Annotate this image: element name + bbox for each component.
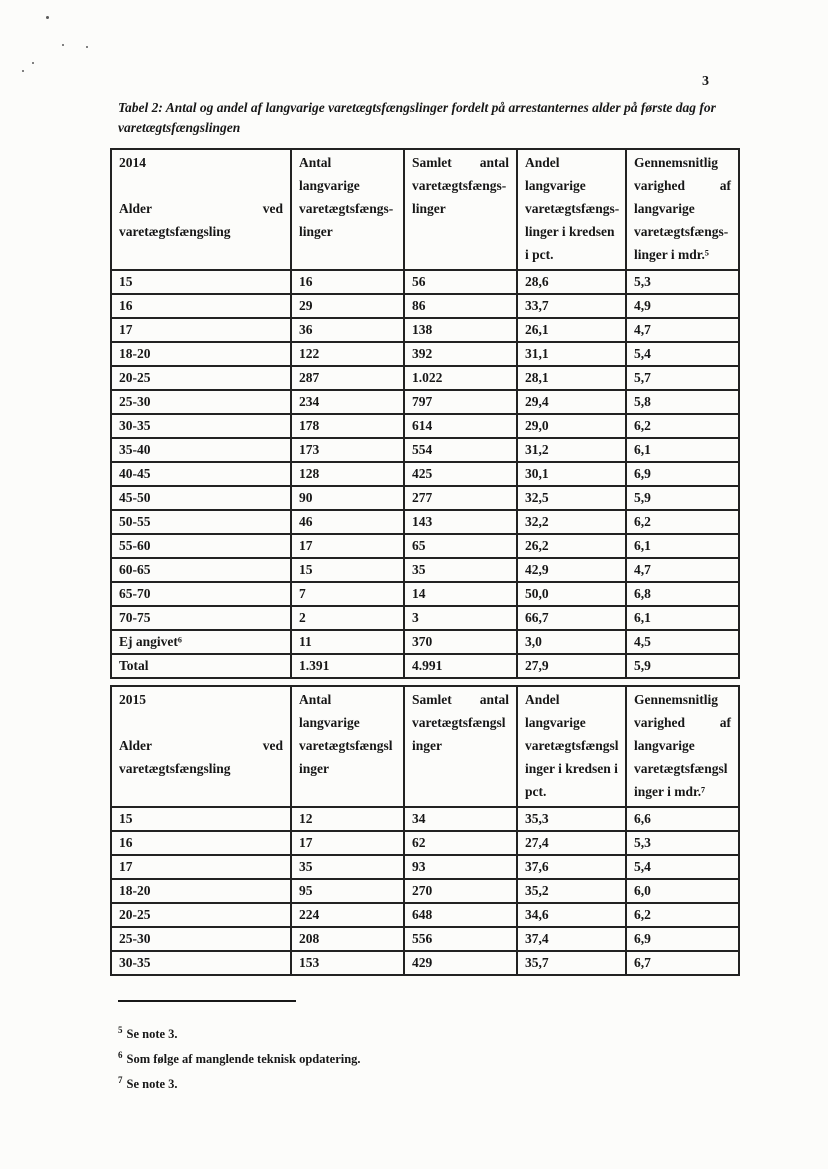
footnote-marker: 7 [118, 1075, 123, 1085]
header-line: inger i kredsen i [525, 761, 618, 776]
value-cell: 6,2 [626, 903, 739, 927]
row-label-cell: 50-55 [111, 510, 291, 534]
header-line: varetægtsfængs- [412, 178, 507, 193]
header-text: Alder [119, 738, 152, 753]
detention-table-2015 [110, 685, 740, 976]
footnote-line [118, 1018, 361, 1043]
col-header-samlet-antal [404, 149, 517, 270]
value-cell: 90 [291, 486, 404, 510]
value-cell: 26,2 [517, 534, 626, 558]
row-label-cell: 18-20 [111, 342, 291, 366]
value-cell: 3,0 [517, 630, 626, 654]
value-cell: 178 [291, 414, 404, 438]
table-row [111, 510, 739, 534]
value-cell: 65 [404, 534, 517, 558]
row-label-cell: 18-20 [111, 879, 291, 903]
table-row [111, 342, 739, 366]
value-cell: 224 [291, 903, 404, 927]
value-cell: 28,6 [517, 270, 626, 294]
value-cell: 37,4 [517, 927, 626, 951]
header-spacer [119, 174, 283, 197]
value-cell: 370 [404, 630, 517, 654]
header-line: inger [412, 738, 442, 753]
value-cell: 208 [291, 927, 404, 951]
table-row [111, 630, 739, 654]
value-cell: 6,7 [626, 951, 739, 975]
value-cell: 26,1 [517, 318, 626, 342]
header-line: varetægtsfængsl [299, 738, 393, 753]
row-label-cell: 30-35 [111, 414, 291, 438]
header-line: i pct. [525, 247, 554, 262]
col-header-andel [517, 686, 626, 807]
value-cell: 3 [404, 606, 517, 630]
footnote-divider [118, 1000, 296, 1002]
col-header-samlet-antal [404, 686, 517, 807]
value-cell: 4.991 [404, 654, 517, 678]
header-text: varighed [634, 178, 686, 193]
value-cell: 62 [404, 831, 517, 855]
row-label-cell: Total [111, 654, 291, 678]
header-line: varetægtsfængs- [634, 224, 729, 239]
value-cell: 429 [404, 951, 517, 975]
value-cell: 392 [404, 342, 517, 366]
header-line: varetægtsfængsl [634, 761, 728, 776]
value-cell: 6,1 [626, 438, 739, 462]
value-cell: 6,8 [626, 582, 739, 606]
value-cell: 30,1 [517, 462, 626, 486]
table-row [111, 951, 739, 975]
value-cell: 425 [404, 462, 517, 486]
header-text: Samlet [412, 692, 452, 707]
value-cell: 6,9 [626, 927, 739, 951]
header-text: varighed [634, 715, 686, 730]
row-label-cell: 16 [111, 294, 291, 318]
value-cell: 143 [404, 510, 517, 534]
value-cell: 5,9 [626, 486, 739, 510]
value-cell: 4,7 [626, 318, 739, 342]
header-line: langvarige [299, 178, 360, 193]
value-cell: 5,4 [626, 855, 739, 879]
header-line: langvarige [525, 178, 586, 193]
col-header-gennemsnitlig-varighed [626, 149, 739, 270]
table-row [111, 831, 739, 855]
row-label-cell: 25-30 [111, 390, 291, 414]
value-cell: 153 [291, 951, 404, 975]
value-cell: 50,0 [517, 582, 626, 606]
value-cell: 11 [291, 630, 404, 654]
value-cell: 6,1 [626, 606, 739, 630]
value-cell: 556 [404, 927, 517, 951]
header-text: Alder [119, 201, 152, 216]
header-line [412, 151, 509, 174]
table-row [111, 390, 739, 414]
header-line [634, 711, 731, 734]
footnote-line [118, 1043, 361, 1068]
value-cell: 27,9 [517, 654, 626, 678]
value-cell: 122 [291, 342, 404, 366]
value-cell: 277 [404, 486, 517, 510]
col-header-age [111, 686, 291, 807]
row-label-cell: 17 [111, 855, 291, 879]
value-cell: 5,9 [626, 654, 739, 678]
header-line: langvarige [299, 715, 360, 730]
scan-speck [32, 62, 34, 64]
table-total [111, 654, 739, 678]
value-cell: 32,5 [517, 486, 626, 510]
row-label-cell: 60-65 [111, 558, 291, 582]
value-cell: 5,3 [626, 831, 739, 855]
scan-speck [46, 16, 49, 19]
value-cell: 6,0 [626, 879, 739, 903]
value-cell: 35 [291, 855, 404, 879]
value-cell: 86 [404, 294, 517, 318]
footnote-marker: 5 [118, 1025, 123, 1035]
value-cell: 234 [291, 390, 404, 414]
value-cell: 34 [404, 807, 517, 831]
header-line [119, 734, 283, 757]
value-cell: 6,1 [626, 534, 739, 558]
header-row [111, 149, 739, 270]
value-cell: 16 [291, 270, 404, 294]
table-row [111, 462, 739, 486]
table-row [111, 486, 739, 510]
footnote-text: Se note 3. [126, 1077, 178, 1092]
header-line: Antal [299, 692, 332, 707]
header-line: linger i mdr.⁵ [634, 247, 709, 262]
header-line [634, 174, 731, 197]
value-cell: 15 [291, 558, 404, 582]
value-cell: 17 [291, 534, 404, 558]
value-cell: 14 [404, 582, 517, 606]
table-row [111, 366, 739, 390]
table-row [111, 270, 739, 294]
header-line: langvarige [525, 715, 586, 730]
table-body [111, 807, 739, 975]
row-label-cell: 40-45 [111, 462, 291, 486]
header-line: varetægtsfængsl [412, 715, 506, 730]
table-row [111, 534, 739, 558]
header-text: antal [479, 692, 509, 707]
scan-speck [62, 44, 64, 46]
row-label-cell: 15 [111, 270, 291, 294]
footnotes [118, 1018, 361, 1093]
value-cell: 1.022 [404, 366, 517, 390]
header-text: af [719, 715, 731, 730]
table-2014 [110, 148, 740, 679]
value-cell: 287 [291, 366, 404, 390]
row-label-cell: 70-75 [111, 606, 291, 630]
header-line: inger i mdr.⁷ [634, 784, 706, 799]
header-line: langvarige [634, 201, 695, 216]
col-header-gennemsnitlig-varighed [626, 686, 739, 807]
row-label-cell: 17 [111, 318, 291, 342]
value-cell: 6,6 [626, 807, 739, 831]
page-number: 3 [702, 74, 709, 89]
table-row [111, 558, 739, 582]
row-label-cell: 45-50 [111, 486, 291, 510]
table-year: 2015 [119, 692, 146, 707]
col-header-age [111, 149, 291, 270]
header-text: varetægtsfængsling [119, 224, 231, 239]
table-row [111, 318, 739, 342]
header-text: varetægtsfængsling [119, 761, 231, 776]
value-cell: 35 [404, 558, 517, 582]
header-line: varetægtsfængsl [525, 738, 619, 753]
value-cell: 29,4 [517, 390, 626, 414]
table-row [111, 606, 739, 630]
value-cell: 35,7 [517, 951, 626, 975]
value-cell: 34,6 [517, 903, 626, 927]
header-line: linger [299, 224, 333, 239]
header-row [111, 686, 739, 807]
row-label-cell: 20-25 [111, 903, 291, 927]
header-line: pct. [525, 784, 547, 799]
value-cell: 31,2 [517, 438, 626, 462]
value-cell: 554 [404, 438, 517, 462]
value-cell: 33,7 [517, 294, 626, 318]
col-header-antal-langvarige [291, 149, 404, 270]
footnote-text: Som følge af manglende teknisk opdatering. [126, 1052, 361, 1067]
value-cell: 66,7 [517, 606, 626, 630]
header-line [412, 688, 509, 711]
footnote-line [118, 1068, 361, 1093]
scan-speck [86, 46, 88, 48]
value-cell: 32,2 [517, 510, 626, 534]
footnote-marker: 6 [118, 1050, 123, 1060]
value-cell: 4,5 [626, 630, 739, 654]
value-cell: 5,3 [626, 270, 739, 294]
value-cell: 614 [404, 414, 517, 438]
header-line: Andel [525, 155, 560, 170]
scan-speck [22, 70, 24, 72]
value-cell: 128 [291, 462, 404, 486]
value-cell: 56 [404, 270, 517, 294]
value-cell: 5,7 [626, 366, 739, 390]
row-label-cell: 30-35 [111, 951, 291, 975]
row-label-cell: 35-40 [111, 438, 291, 462]
value-cell: 797 [404, 390, 517, 414]
value-cell: 5,4 [626, 342, 739, 366]
value-cell: 29 [291, 294, 404, 318]
header-text: af [719, 178, 731, 193]
table-row [111, 903, 739, 927]
col-header-antal-langvarige [291, 686, 404, 807]
row-label-cell: 65-70 [111, 582, 291, 606]
footnote-text: Se note 3. [126, 1027, 178, 1042]
row-label-cell: 15 [111, 807, 291, 831]
header-text: Samlet [412, 155, 452, 170]
header-line: Gennemsnitlig [634, 692, 719, 707]
value-cell: 29,0 [517, 414, 626, 438]
value-cell: 46 [291, 510, 404, 534]
table-row [111, 582, 739, 606]
row-label-cell: 20-25 [111, 366, 291, 390]
header-text: ved [262, 201, 283, 216]
table-row [111, 855, 739, 879]
value-cell: 6,9 [626, 462, 739, 486]
value-cell: 2 [291, 606, 404, 630]
col-header-andel [517, 149, 626, 270]
table-caption: Tabel 2: Antal og andel af langvarige varetægtsfængslinger fordelt på arrestanternes alder på første dag for varetægtsfængslingen [118, 100, 716, 136]
value-cell: 95 [291, 879, 404, 903]
value-cell: 35,3 [517, 807, 626, 831]
value-cell: 1.391 [291, 654, 404, 678]
value-cell: 4,9 [626, 294, 739, 318]
value-cell: 138 [404, 318, 517, 342]
header-line: varetægtsfængs- [525, 201, 620, 216]
row-label-cell: 55-60 [111, 534, 291, 558]
header-text: ved [262, 738, 283, 753]
table-year: 2014 [119, 155, 146, 170]
value-cell: 42,9 [517, 558, 626, 582]
header-spacer [119, 711, 283, 734]
header-line: Andel [525, 692, 560, 707]
header-line: langvarige [634, 738, 695, 753]
table-body [111, 270, 739, 654]
table-row [111, 438, 739, 462]
header-line: inger [299, 761, 329, 776]
value-cell: 35,2 [517, 879, 626, 903]
value-cell: 4,7 [626, 558, 739, 582]
value-cell: 7 [291, 582, 404, 606]
header-line: linger i kredsen [525, 224, 615, 239]
table-row [111, 414, 739, 438]
table-row [111, 927, 739, 951]
header-line: varetægtsfængs- [299, 201, 394, 216]
value-cell: 31,1 [517, 342, 626, 366]
header-line [119, 197, 283, 220]
value-cell: 5,8 [626, 390, 739, 414]
value-cell: 17 [291, 831, 404, 855]
header-line: Gennemsnitlig [634, 155, 719, 170]
table-row [111, 807, 739, 831]
table-row [111, 879, 739, 903]
row-label-cell: 25-30 [111, 927, 291, 951]
row-label-cell: Ej angivet⁶ [111, 630, 291, 654]
value-cell: 648 [404, 903, 517, 927]
value-cell: 173 [291, 438, 404, 462]
value-cell: 93 [404, 855, 517, 879]
header-text: antal [479, 155, 509, 170]
value-cell: 37,6 [517, 855, 626, 879]
row-label-cell: 16 [111, 831, 291, 855]
detention-table-2014 [110, 148, 740, 679]
header-line: Antal [299, 155, 332, 170]
value-cell: 28,1 [517, 366, 626, 390]
table-2015 [110, 685, 740, 976]
table-row [111, 654, 739, 678]
value-cell: 27,4 [517, 831, 626, 855]
value-cell: 270 [404, 879, 517, 903]
value-cell: 6,2 [626, 414, 739, 438]
header-line: linger [412, 201, 446, 216]
value-cell: 6,2 [626, 510, 739, 534]
value-cell: 36 [291, 318, 404, 342]
value-cell: 12 [291, 807, 404, 831]
table-row [111, 294, 739, 318]
